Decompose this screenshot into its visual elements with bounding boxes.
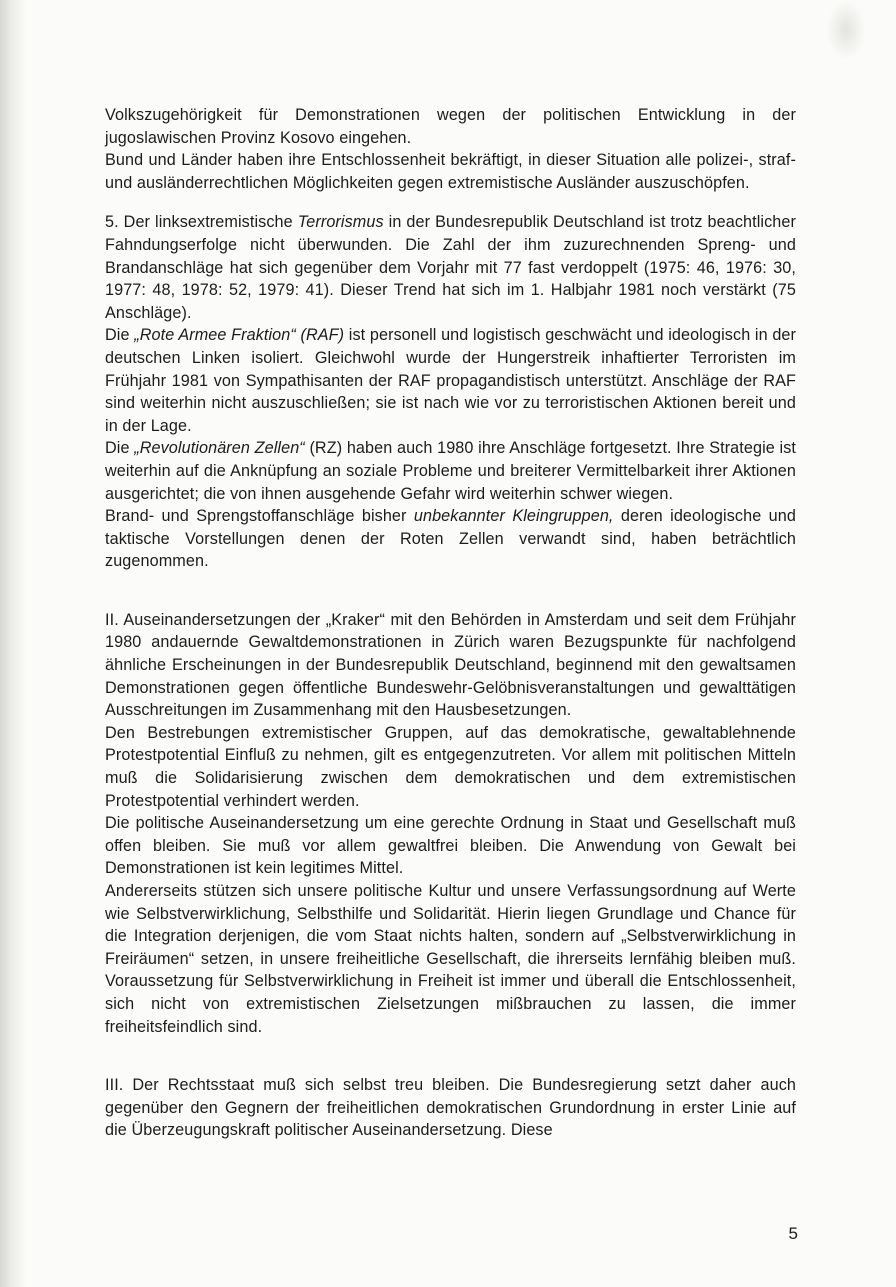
paragraph-raf (105, 324, 796, 437)
document-body (105, 104, 796, 1142)
emphasis-rz: „Revolutionären Zellen“ (134, 439, 305, 458)
text-run: (RZ) haben auch 1980 ihre Anschläge fortgesetzt. Ihre Strategie ist weiterhin auf die Anknüpfung an soziale Probleme und breiterer Vermittelbarkeit ihrer Aktionen ausgerichtet; die von ihnen ausgehende Gefahr wird weiterhin schwer wiegen. (105, 439, 796, 503)
paragraph-terrorismus (105, 211, 796, 324)
paragraph-gewaltfrei: Die politische Auseinandersetzung um eine gerechte Ordnung in Staat und Gesellschaft muß offen bleiben. Sie muß vor allem gewaltfrei bleiben. Die Anwendung von Gewalt bei Demonstrationen ist kein legitimes Mittel. (105, 814, 796, 878)
text-run: Brand- und Sprengstoffanschläge bisher (105, 507, 414, 526)
text-run: Die (105, 326, 135, 345)
section-gap (105, 573, 796, 609)
paragraph-section-ii: II. Auseinandersetzungen der „Kraker“ mit den Behörden in Amsterdam und seit dem Frühjahr 1980 andauernde Gewaltdemonstrationen in Zürich waren Bezugspunkte für nachfolgend ähnliche Erscheinungen in der Bundesrepublik Deutschland, beginnend mit den gewaltsamen Demonstrationen gegen öffentliche Bundeswehr-Gelöbnisveranstaltungen und gewalttätigen Ausschreitungen im Zusammenhang mit den Hausbesetzungen. (105, 610, 796, 720)
paragraph-rz (105, 437, 796, 505)
text-run: 5. Der linksextremistische (105, 213, 298, 232)
emphasis-terrorismus: Terrorismus (297, 213, 384, 232)
paragraph-protestpotential: Den Bestrebungen extremistischer Gruppen, auf das demokratische, gewaltablehnende Protestpotential Einfluß zu nehmen, gilt es entgegenzutreten. Vor allem mit politischen Mitteln muß die Solidarisierung zwischen dem demokratischen und dem extremistischen Protestpotential verhindert werden. (105, 723, 796, 810)
paragraph-bund-laender: Bund und Länder haben ihre Entschlossenheit bekräftigt, in dieser Situation alle polizei-, straf- und ausländerrechtlichen Möglichkeiten gegen extremistische Ausländer auszuschöpfen. (105, 151, 796, 192)
page-number: 5 (788, 1224, 798, 1243)
emphasis-kleingruppen: unbekannter Kleingruppen, (413, 507, 614, 526)
paragraph-section-iii: III. Der Rechtsstaat muß sich selbst treu bleiben. Die Bundesregierung setzt daher auch gegenüber den Gegnern der freiheitlichen demokratischen Grundordnung in erster Linie auf die Überzeugungskraft politischer Auseinandersetzung. Diese (105, 1076, 796, 1140)
text-run: deren ideologische und taktische Vorstellungen denen der Roten Zellen verwandt sind, haben beträchtlich zugenommen. (105, 507, 796, 571)
paragraph-gap (105, 194, 796, 211)
paragraph-kleingruppen (105, 505, 796, 573)
page-corner-shadow (826, 0, 866, 60)
emphasis-raf: „Rote Armee Fraktion“ (RAF) (134, 326, 345, 345)
text-run: Die (105, 439, 135, 458)
text-run: ist personell und logistisch geschwächt und ideologisch in der deutschen Linken isoliert. Gleichwohl wurde der Hungerstreik inhaftierter Terroristen im Frühjahr 1981 von Sympathisanten der RAF propagandistisch unterstützt. Anschläge der RAF sind weiterhin nicht auszuschließen; sie ist nach wie vor zu terroristischen Aktionen bereit und in der Lage. (105, 326, 797, 435)
page-edge-shadow (0, 0, 26, 1287)
section-gap (105, 1038, 796, 1074)
paragraph-politische-kultur: Andererseits stützen sich unsere politische Kultur und unsere Verfassungsordnung auf Werte wie Selbstverwirklichung, Selbsthilfe und Solidarität. Hierin liegen Grundlage und Chance für die Integration derjenigen, die vom Staat nichts halten, sondern auf „Selbstverwirklichung in Freiräumen“ setzen, in unsere freiheitliche Gesellschaft, die ihrerseits lernfähig bleiben muß. Voraussetzung für Selbstverwirklichung in Freiheit ist immer und überall die Entschlossenheit, sich nicht von extremistischen Zielsetzungen mißbrauchen zu lassen, die immer freiheitsfeindlich sind. (105, 882, 796, 1036)
text-run: in der Bundesrepublik Deutschland ist trotz beachtlicher Fahndungserfolge nicht überwunden. Die Zahl der ihm zuzurechnenden Spreng- und Brandanschläge hat sich gegenüber dem Vorjahr mit 77 fast verdoppelt (1975: 46, 1976: 30, 1977: 48, 1978: 52, 1979: 41). Dieser Trend hat sich im 1. Halbjahr 1981 noch verstärkt (75 Anschläge). (105, 213, 796, 322)
paragraph-kosovo: Volkszugehörigkeit für Demonstrationen wegen der politischen Entwicklung in der jugoslawischen Provinz Kosovo eingehen. (105, 106, 796, 147)
